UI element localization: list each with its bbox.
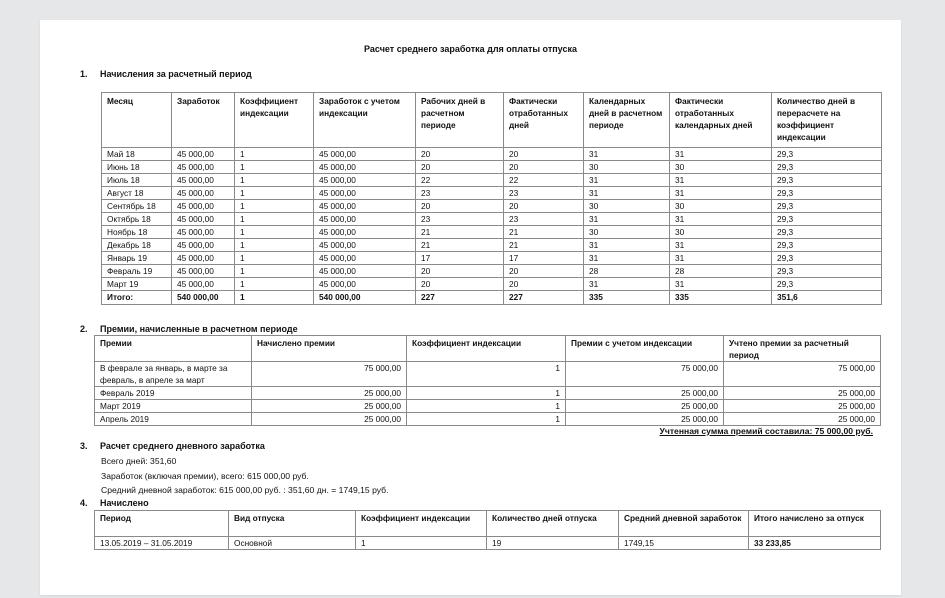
- column-header: Итого начислено за отпуск: [749, 511, 881, 537]
- table-cell: 17: [416, 252, 504, 265]
- table-cell: 25 000,00: [566, 387, 724, 400]
- table-cell: 45 000,00: [172, 239, 235, 252]
- table-cell: 19: [487, 537, 619, 550]
- table-cell: 31: [584, 239, 670, 252]
- column-header: Начислено премии: [252, 336, 407, 362]
- table-header-row: [95, 511, 881, 537]
- table-cell: 227: [416, 291, 504, 305]
- table-cell: 29,3: [772, 187, 882, 200]
- table-cell: 31: [670, 213, 772, 226]
- document-page: [40, 20, 901, 595]
- table-cell: 31: [670, 174, 772, 187]
- table-row: [102, 239, 882, 252]
- total-row: [102, 291, 882, 305]
- vacation-pay-table: [94, 510, 881, 550]
- table-cell: 1: [407, 413, 566, 426]
- section-number: 3.: [80, 441, 88, 451]
- column-header: Количество дней отпуска: [487, 511, 619, 537]
- table-cell: 25 000,00: [252, 413, 407, 426]
- table-cell: В феврале за январь, в марте за февраль, в апреле за март: [95, 362, 252, 387]
- table-cell: 1: [235, 200, 314, 213]
- table-cell: 540 000,00: [172, 291, 235, 305]
- table-cell: 25 000,00: [724, 400, 881, 413]
- column-header: Месяц: [102, 93, 172, 148]
- column-header: Заработок с учетом индексации: [314, 93, 416, 148]
- table-cell: 20: [416, 265, 504, 278]
- table-cell: 20: [416, 161, 504, 174]
- total-earnings-line: Заработок (включая премии), всего: 615 000,00 руб.: [101, 471, 309, 481]
- table-cell: 29,3: [772, 278, 882, 291]
- table-row: [102, 187, 882, 200]
- table-row: [102, 161, 882, 174]
- table-cell: 1: [407, 387, 566, 400]
- table-cell: 75 000,00: [252, 362, 407, 387]
- total-days-line: Всего дней: 351,60: [101, 456, 177, 466]
- table-cell: 45 000,00: [314, 148, 416, 161]
- table-cell: Март 19: [102, 278, 172, 291]
- table-cell: 45 000,00: [314, 174, 416, 187]
- table-cell: 31: [670, 278, 772, 291]
- table-cell: 1749,15: [619, 537, 749, 550]
- table-header-row: [95, 336, 881, 362]
- table-cell: 45 000,00: [314, 278, 416, 291]
- section-title: Расчет среднего дневного заработка: [100, 441, 265, 451]
- column-header: Период: [95, 511, 229, 537]
- table-cell: Февраль 19: [102, 265, 172, 278]
- table-cell: 45 000,00: [172, 148, 235, 161]
- table-cell: 335: [670, 291, 772, 305]
- table-cell: 45 000,00: [172, 174, 235, 187]
- column-header: Средний дневной заработок: [619, 511, 749, 537]
- table-cell: 45 000,00: [172, 187, 235, 200]
- table-cell: 23: [416, 187, 504, 200]
- table-cell: Февраль 2019: [95, 387, 252, 400]
- table-cell: 45 000,00: [314, 187, 416, 200]
- table-cell: 20: [504, 265, 584, 278]
- table-row: [102, 200, 882, 213]
- table-cell: 21: [504, 226, 584, 239]
- table-cell: 1: [235, 226, 314, 239]
- table-cell: Июнь 18: [102, 161, 172, 174]
- table-cell: 25 000,00: [252, 400, 407, 413]
- table-cell: 20: [416, 148, 504, 161]
- section-number: 2.: [80, 324, 88, 334]
- column-header: Премии с учетом индексации: [566, 336, 724, 362]
- table-cell: 28: [670, 265, 772, 278]
- table-row: [102, 265, 882, 278]
- table-cell: 1: [407, 400, 566, 413]
- table-cell: 351,6: [772, 291, 882, 305]
- table-cell: 1: [235, 148, 314, 161]
- table-cell: 30: [670, 200, 772, 213]
- section-title: Начисления за расчетный период: [100, 69, 252, 79]
- table-cell: 21: [416, 226, 504, 239]
- table-cell: 22: [416, 174, 504, 187]
- table-cell: 20: [416, 278, 504, 291]
- column-header: Коэффициент индексации: [235, 93, 314, 148]
- table-cell: 29,3: [772, 148, 882, 161]
- table-cell: 45 000,00: [314, 200, 416, 213]
- table-cell: 29,3: [772, 226, 882, 239]
- table-cell: 25 000,00: [566, 413, 724, 426]
- section-number: 4.: [80, 498, 88, 508]
- table-cell: 25 000,00: [724, 387, 881, 400]
- table-cell: 28: [584, 265, 670, 278]
- table-cell: 75 000,00: [724, 362, 881, 387]
- table-cell: 45 000,00: [172, 213, 235, 226]
- table-row: [102, 174, 882, 187]
- column-header: Фактически отработанных календарных дней: [670, 93, 772, 148]
- table-cell: 13.05.2019 – 31.05.2019: [95, 537, 229, 550]
- table-cell: Май 18: [102, 148, 172, 161]
- table-cell: 45 000,00: [314, 226, 416, 239]
- table-row: [95, 387, 881, 400]
- table-cell: 30: [584, 200, 670, 213]
- table-header-row: [102, 93, 882, 148]
- table-cell: Март 2019: [95, 400, 252, 413]
- table-row: [95, 413, 881, 426]
- table-row: [95, 362, 881, 387]
- table-cell: 31: [670, 239, 772, 252]
- table-cell: 75 000,00: [566, 362, 724, 387]
- table-cell: 29,3: [772, 213, 882, 226]
- table-cell: 1: [407, 362, 566, 387]
- table-cell: 45 000,00: [314, 213, 416, 226]
- table-cell: Сентябрь 18: [102, 200, 172, 213]
- table-cell: 1: [235, 174, 314, 187]
- column-header: Премии: [95, 336, 252, 362]
- section-title: Начислено: [100, 498, 149, 508]
- table-cell: 22: [504, 174, 584, 187]
- table-cell: 29,3: [772, 161, 882, 174]
- section-number: 1.: [80, 69, 88, 79]
- accruals-table: [101, 92, 882, 305]
- column-header: Рабочих дней в расчетном периоде: [416, 93, 504, 148]
- table-cell: 45 000,00: [172, 200, 235, 213]
- table-cell: 45 000,00: [172, 226, 235, 239]
- section-title: Премии, начисленные в расчетном периоде: [100, 324, 298, 334]
- table-row: [95, 537, 881, 550]
- table-cell: 1: [235, 278, 314, 291]
- table-cell: 31: [584, 187, 670, 200]
- table-cell: 45 000,00: [314, 239, 416, 252]
- table-cell: 31: [584, 213, 670, 226]
- table-cell: 30: [670, 161, 772, 174]
- table-cell: 45 000,00: [172, 252, 235, 265]
- table-cell: 29,3: [772, 252, 882, 265]
- table-cell: 33 233,85: [749, 537, 881, 550]
- table-cell: 1: [235, 239, 314, 252]
- column-header: Коэффициент индексации: [407, 336, 566, 362]
- table-row: [102, 213, 882, 226]
- bonus-total-summary: Учтенная сумма премий составила: 75 000,00 руб.: [659, 426, 873, 436]
- column-header: Коэффициент индексации: [356, 511, 487, 537]
- table-cell: 30: [670, 226, 772, 239]
- table-cell: 20: [504, 278, 584, 291]
- table-cell: 1: [235, 265, 314, 278]
- table-cell: 23: [416, 213, 504, 226]
- average-daily-earnings-line: Средний дневной заработок: 615 000,00 руб. : 351,60 дн. = 1749,15 руб.: [101, 485, 389, 495]
- table-cell: 20: [504, 200, 584, 213]
- table-cell: 20: [504, 161, 584, 174]
- table-cell: 227: [504, 291, 584, 305]
- table-cell: 45 000,00: [314, 265, 416, 278]
- table-cell: 45 000,00: [172, 278, 235, 291]
- table-row: [102, 148, 882, 161]
- table-cell: 45 000,00: [314, 252, 416, 265]
- table-cell: 1: [235, 161, 314, 174]
- table-cell: 1: [356, 537, 487, 550]
- table-cell: 30: [584, 161, 670, 174]
- table-cell: 20: [504, 148, 584, 161]
- table-cell: 45 000,00: [314, 161, 416, 174]
- table-cell: 45 000,00: [172, 265, 235, 278]
- table-cell: 25 000,00: [724, 413, 881, 426]
- column-header: Фактически отработанных дней: [504, 93, 584, 148]
- column-header: Учтено премии за расчетный период: [724, 336, 881, 362]
- table-cell: 1: [235, 252, 314, 265]
- column-header: Вид отпуска: [229, 511, 356, 537]
- column-header: Календарных дней в расчетном периоде: [584, 93, 670, 148]
- table-cell: 29,3: [772, 200, 882, 213]
- table-cell: Апрель 2019: [95, 413, 252, 426]
- table-cell: 31: [584, 148, 670, 161]
- table-cell: Июль 18: [102, 174, 172, 187]
- table-cell: 1: [235, 291, 314, 305]
- table-cell: 1: [235, 213, 314, 226]
- table-cell: 31: [670, 148, 772, 161]
- table-cell: 29,3: [772, 239, 882, 252]
- table-cell: 31: [670, 252, 772, 265]
- table-cell: 17: [504, 252, 584, 265]
- table-cell: 540 000,00: [314, 291, 416, 305]
- bonuses-table-body: [95, 362, 881, 426]
- table-cell: 23: [504, 187, 584, 200]
- table-row: [102, 252, 882, 265]
- table-cell: 29,3: [772, 265, 882, 278]
- table-cell: Декабрь 18: [102, 239, 172, 252]
- table-cell: 335: [584, 291, 670, 305]
- table-row: [102, 278, 882, 291]
- table-cell: Итого:: [102, 291, 172, 305]
- table-cell: Август 18: [102, 187, 172, 200]
- table-cell: 30: [584, 226, 670, 239]
- table-cell: 45 000,00: [172, 161, 235, 174]
- table-row: [95, 400, 881, 413]
- table-cell: 31: [584, 174, 670, 187]
- table-cell: Январь 19: [102, 252, 172, 265]
- vacation-pay-table-body: [95, 537, 881, 550]
- table-cell: 25 000,00: [566, 400, 724, 413]
- table-cell: Ноябрь 18: [102, 226, 172, 239]
- table-cell: 21: [504, 239, 584, 252]
- table-cell: 31: [584, 278, 670, 291]
- table-row: [102, 226, 882, 239]
- table-cell: 29,3: [772, 174, 882, 187]
- table-cell: 23: [504, 213, 584, 226]
- table-cell: 20: [416, 200, 504, 213]
- table-cell: Основной: [229, 537, 356, 550]
- accruals-table-body: [102, 148, 882, 305]
- column-header: Заработок: [172, 93, 235, 148]
- document-title: Расчет среднего заработка для оплаты отпуска: [364, 44, 577, 54]
- column-header: Количество дней в перерасчете на коэффициент индексации: [772, 93, 882, 148]
- table-cell: 31: [670, 187, 772, 200]
- bonuses-table: [94, 335, 881, 426]
- table-cell: Октябрь 18: [102, 213, 172, 226]
- table-cell: 21: [416, 239, 504, 252]
- table-cell: 31: [584, 252, 670, 265]
- table-cell: 1: [235, 187, 314, 200]
- table-cell: 25 000,00: [252, 387, 407, 400]
